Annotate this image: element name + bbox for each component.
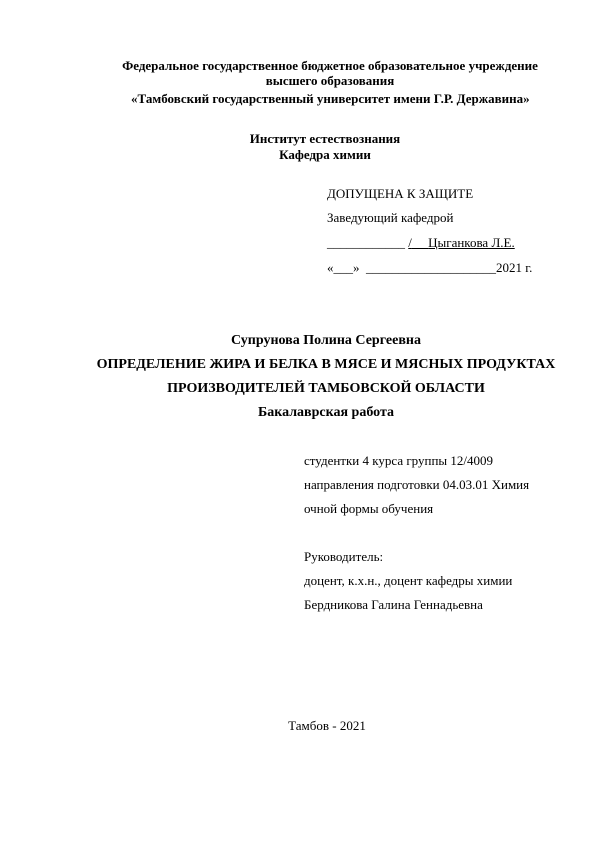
thesis-title-line-1: ОПРЕДЕЛЕНИЕ ЖИРА И БЕЛКА В МЯСЕ И МЯСНЫХ ПРОДУКТАХ xyxy=(96,357,556,372)
supervisor-label: Руководитель: xyxy=(304,549,384,564)
student-direction: направления подготовки 04.03.01 Химия xyxy=(304,477,530,492)
date-year: 2021 г. xyxy=(496,260,533,275)
signature-blank: ____________ xyxy=(327,235,405,250)
thesis-title-line-2: ПРОИЗВОДИТЕЛЕЙ ТАМБОВСКОЙ ОБЛАСТИ xyxy=(167,381,485,396)
work-type: Бакалаврская работа xyxy=(257,405,395,420)
head-name: Цыганкова Л.Е. xyxy=(428,235,515,250)
supervisor-position: доцент, к.х.н., доцент кафедры химии xyxy=(304,573,513,588)
date-day-blank: ___ xyxy=(333,260,353,275)
date-month-blank: ____________________ xyxy=(366,260,496,275)
student-course: студентки 4 курса группы 12/4009 xyxy=(304,453,494,468)
approval-date-line xyxy=(327,261,532,274)
date-close-quote: » xyxy=(353,260,360,275)
header-line-1: Федеральное государственное бюджетное образовательное учреждение xyxy=(122,58,538,73)
supervisor-name: Бердникова Галина Геннадьевна xyxy=(304,597,483,612)
approval-role: Заведующий кафедрой xyxy=(327,210,454,225)
city-year: Тамбов - 2021 xyxy=(288,718,366,733)
approval-status: ДОПУЩЕНА К ЗАЩИТЕ xyxy=(327,186,474,201)
header-line-3: «Тамбовский государственный университет имени Г.Р. Державина» xyxy=(131,91,530,106)
approval-signature-line xyxy=(327,236,515,249)
header-line-2: высшего образования xyxy=(265,73,395,88)
date-open-quote: « xyxy=(327,260,334,275)
signature-separator: / xyxy=(408,235,412,250)
institute-name: Институт естествознания xyxy=(249,131,401,146)
student-form: очной формы обучения xyxy=(304,501,434,516)
department-name: Кафедра химии xyxy=(279,147,371,162)
author-name: Супрунова Полина Сергеевна xyxy=(231,333,421,348)
